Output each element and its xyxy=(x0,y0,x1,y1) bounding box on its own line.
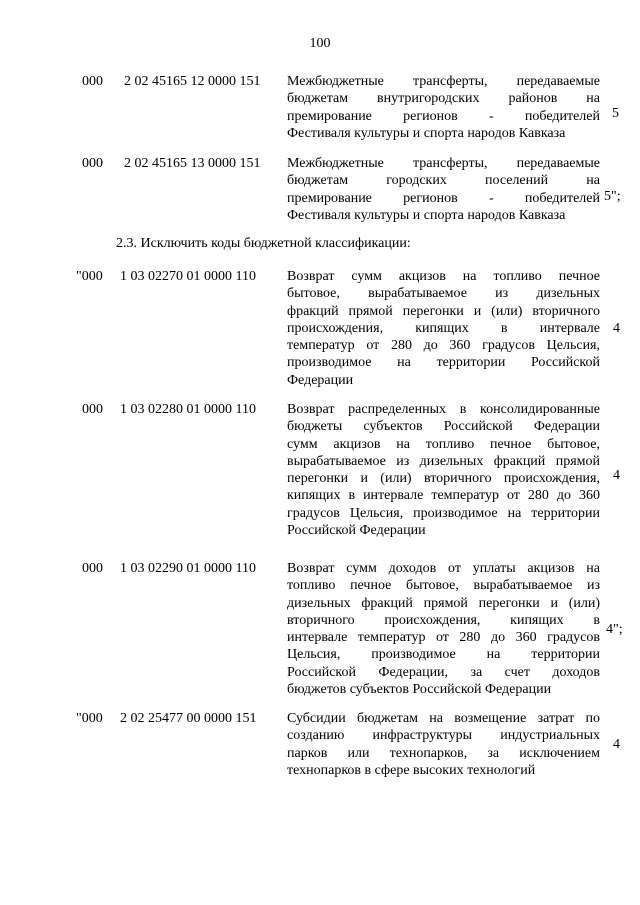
budget-classification-code: 1 03 02290 01 0000 110 xyxy=(120,561,256,576)
row-number: 4 xyxy=(613,321,620,336)
page-number: 100 xyxy=(309,36,331,51)
description-line: премирование регионов - победителей xyxy=(287,108,600,124)
description-line: интервале температур от 280 до 360 градусов xyxy=(287,630,600,646)
row-number: 4 xyxy=(613,737,620,752)
budget-classification-code: 1 03 02280 01 0000 110 xyxy=(120,402,256,417)
code-description xyxy=(287,268,600,389)
admin-code: 000 xyxy=(82,74,103,89)
code-description xyxy=(287,560,600,698)
description-line: Российской Федерации, за счет доходов xyxy=(287,664,600,680)
description-line: Федерации xyxy=(287,372,354,388)
description-line: кипящих в интервале температур от 280 до 360 xyxy=(287,488,600,504)
row-number: 5"; xyxy=(604,189,621,204)
description-line: Возврат сумм акцизов на топливо печное xyxy=(287,269,600,284)
description-line: Возврат сумм доходов от уплаты акцизов на xyxy=(287,561,600,576)
description-line: вторичного происхождения, кипящих в xyxy=(287,612,600,628)
description-line: бюджеты субъектов Российской Федерации xyxy=(287,419,600,435)
admin-code: 000 xyxy=(82,156,103,171)
description-line: температур от 280 до 360 градусов Цельсия, xyxy=(287,338,600,354)
description-line: бытовое, вырабатываемое из дизельных xyxy=(287,286,600,302)
row-number: 4 xyxy=(613,468,620,483)
admin-code: "000 xyxy=(76,269,103,284)
description-line: фракций прямой перегонки и (или) вторичного xyxy=(287,303,600,319)
admin-code: 000 xyxy=(82,402,103,417)
budget-classification-code: 2 02 45165 13 0000 151 xyxy=(124,156,261,171)
description-line: бюджетам городских поселений на xyxy=(287,173,600,189)
description-line: парков или технопарков, за исключением xyxy=(287,745,600,761)
admin-code: "000 xyxy=(76,711,103,726)
budget-classification-code: 2 02 45165 12 0000 151 xyxy=(124,74,261,89)
description-line: Цельсия, производимое на территории xyxy=(287,647,600,663)
code-description xyxy=(287,401,600,539)
code-description xyxy=(287,73,600,142)
description-line: сумм акцизов на топливо печное бытовое, xyxy=(287,436,600,452)
code-description xyxy=(287,710,600,779)
description-line: происхождения, кипящих в интервале xyxy=(287,320,600,336)
description-line: Межбюджетные трансферты, передаваемые xyxy=(287,156,600,171)
row-number: 5 xyxy=(612,106,619,121)
description-line: бюджетов субъектов Российской Федерации xyxy=(287,682,552,698)
description-line: перегонки и (или) вторичного происхождения, xyxy=(287,471,600,487)
description-line: Субсидии бюджетам на возмещение затрат по xyxy=(287,711,600,726)
admin-code: 000 xyxy=(82,561,103,576)
budget-classification-code: 1 03 02270 01 0000 110 xyxy=(120,269,256,284)
description-line: градусов Цельсия, производимое на территории xyxy=(287,505,600,521)
budget-classification-code: 2 02 25477 00 0000 151 xyxy=(120,711,257,726)
description-line: премирование регионов - победителей xyxy=(287,190,600,206)
description-line: производимое на территории Российской xyxy=(287,355,600,371)
description-line: Фестиваля культуры и спорта народов Кавказа xyxy=(287,125,566,141)
description-line: технопарков в сфере высоких технологий xyxy=(287,762,536,778)
description-line: вырабатываемое из дизельных фракций прямой xyxy=(287,453,600,469)
description-line: топливо печное бытовое, вырабатываемое из xyxy=(287,578,600,594)
row-number: 4"; xyxy=(606,622,623,637)
description-line: дизельных фракций прямой перегонки и (или) xyxy=(287,595,600,611)
description-line: созданию инфраструктуры индустриальных xyxy=(287,728,600,744)
description-line: Возврат распределенных в консолидированные xyxy=(287,402,600,417)
description-line: Межбюджетные трансферты, передаваемые xyxy=(287,74,600,89)
description-line: Фестиваля культуры и спорта народов Кавказа xyxy=(287,207,566,223)
description-line: Российской Федерации xyxy=(287,523,426,539)
section-heading: 2.3. Исключить коды бюджетной классификации: xyxy=(116,236,411,251)
description-line: бюджетам внутригородских районов на xyxy=(287,91,600,107)
code-description xyxy=(287,155,600,224)
